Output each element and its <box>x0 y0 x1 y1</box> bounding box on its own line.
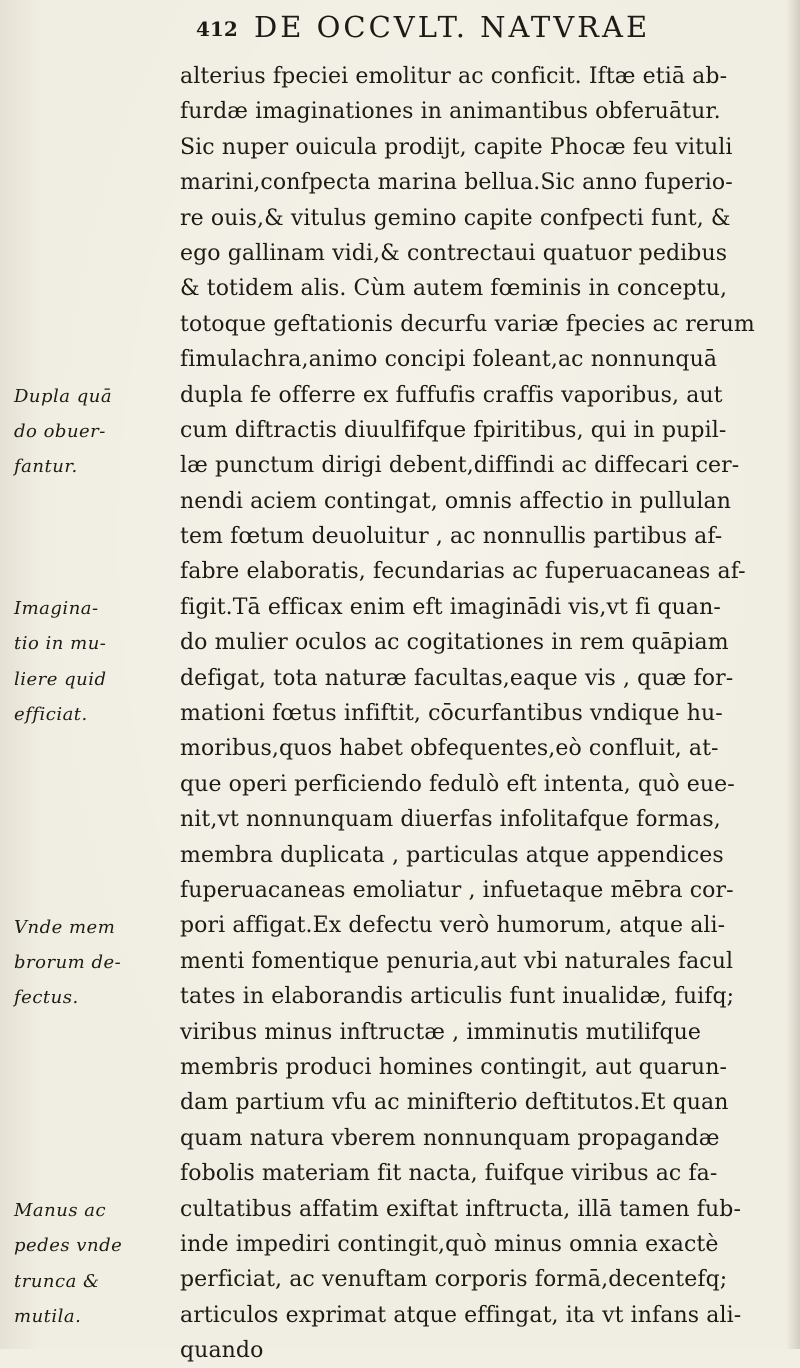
text-line: læ punctum dirigi debent,diffindi ac diffecari cer- <box>180 453 740 479</box>
text-line: quando <box>180 1338 264 1364</box>
text-line: membris produci homines contingit, aut quarun- <box>180 1054 727 1080</box>
text-line: menti fomentique penuria,aut vbi naturales facul <box>180 948 734 974</box>
marginal-note <box>14 910 184 1016</box>
marginal-note-line: liere quid <box>14 668 107 690</box>
marginal-note-line: tio in mu- <box>14 633 107 655</box>
text-line: furdæ imaginationes in animantibus obferuātur. <box>180 99 721 125</box>
marginal-note <box>14 1193 184 1335</box>
text-line: inde impediri contingit,quò minus omnia exactè <box>180 1231 719 1257</box>
text-line: mationi fœtus infiftit, cōcurfantibus vndique hu- <box>180 701 723 727</box>
text-line: tates in elaborandis articulis funt inualidæ, fuifq; <box>180 984 735 1010</box>
text-line: dupla fe offerre ex fuffufis craffis vaporibus, aut <box>180 382 723 408</box>
text-line: nendi aciem contingat, omnis affectio in pullulan <box>180 488 731 514</box>
marginal-note-line: Manus ac <box>14 1199 107 1221</box>
text-line: & totidem alis. Cùm autem fœminis in conceptu, <box>180 276 728 302</box>
text-line: articulos exprimat atque effingat, ita vt infans ali- <box>180 1302 742 1328</box>
running-head: DE OCCVLT. NATVRAE <box>254 10 651 44</box>
text-line: Sic nuper ouicula prodijt, capite Phocæ feu vituli <box>180 134 733 160</box>
page-edge-shadow <box>786 0 800 1349</box>
text-line: fuperuacaneas emoliatur , infuetaque mēbra cor- <box>180 877 734 903</box>
text-line: marini,confpecta marina bellua.Sic anno fuperio- <box>180 170 733 196</box>
text-line: alterius fpeciei emolitur ac conficit. Iftæ etiā ab- <box>180 64 728 89</box>
text-line: quam natura vberem nonnunquam propagandæ <box>180 1125 720 1151</box>
marginal-note-line: efficiat. <box>14 704 88 726</box>
text-line: fabre elaboratis, fecundarias ac fuperuacaneas af- <box>180 559 746 585</box>
text-line: viribus minus inftructæ , imminutis mutilifque <box>180 1019 702 1045</box>
main-text-block <box>180 59 780 1368</box>
text-line: pori affigat.Ex defectu verò humorum, atque ali- <box>180 913 726 939</box>
marginal-note-line: brorum de- <box>14 951 122 973</box>
text-line: membra duplicata , particulas atque appendices <box>180 842 724 868</box>
text-line: moribus,quos habet obfequentes,eò confluit, at- <box>180 736 719 762</box>
text-line: perficiat, ac venuftam corporis formā,decentefq; <box>180 1267 728 1293</box>
marginal-note-line: Dupla quā <box>14 385 113 407</box>
page-number: 412 <box>196 17 238 41</box>
text-line: cultatibus affatim exiftat inftructa, illā tamen fub- <box>180 1196 742 1222</box>
marginal-note-line: pedes vnde <box>14 1235 123 1257</box>
marginal-note-line: fectus. <box>14 987 79 1009</box>
marginal-note <box>14 591 184 733</box>
marginal-note-line: trunca & <box>14 1270 100 1292</box>
text-line: nit,vt nonnunquam diuerfas infolitafque formas, <box>180 807 721 833</box>
marginal-note-line: mutila. <box>14 1305 82 1327</box>
text-line: do mulier oculos ac cogitationes in rem quāpiam <box>180 630 729 656</box>
text-line: fobolis materiam fit nacta, fuifque viribus ac fa- <box>180 1161 718 1187</box>
text-line: dam partium vfu ac minifterio deftitutos.Et quan <box>180 1090 729 1116</box>
text-line: que operi perficiendo fedulò eft intenta, quò eue- <box>180 771 735 797</box>
text-line: fimulachra,animo concipi foleant,ac nonnunquā <box>180 347 718 373</box>
text-line: cum diftractis diuulfifque fpiritibus, qui in pupil- <box>180 417 727 443</box>
marginal-note-line: Vnde mem <box>14 916 116 938</box>
text-line: figit.Tā efficax enim eft imaginādi vis,vt fi quan- <box>180 594 721 620</box>
marginal-note <box>14 379 184 485</box>
marginal-note-line: Imagina- <box>14 598 99 619</box>
text-line: totoque geftationis decurfu variæ fpecies ac rerum <box>180 311 755 337</box>
text-line: defigat, tota naturæ facultas,eaque vis , quæ for- <box>180 665 734 691</box>
marginal-note-line: fantur. <box>14 456 78 478</box>
marginal-note-line: do obuer- <box>14 420 106 442</box>
text-line: tem fœtum deuoluitur , ac nonnullis partibus af- <box>180 524 723 550</box>
page-header <box>196 10 776 50</box>
text-line: re ouis,& vitulus gemino capite confpecti funt, & <box>180 205 731 231</box>
text-line: ego gallinam vidi,& contrectaui quatuor pedibus <box>180 240 728 266</box>
